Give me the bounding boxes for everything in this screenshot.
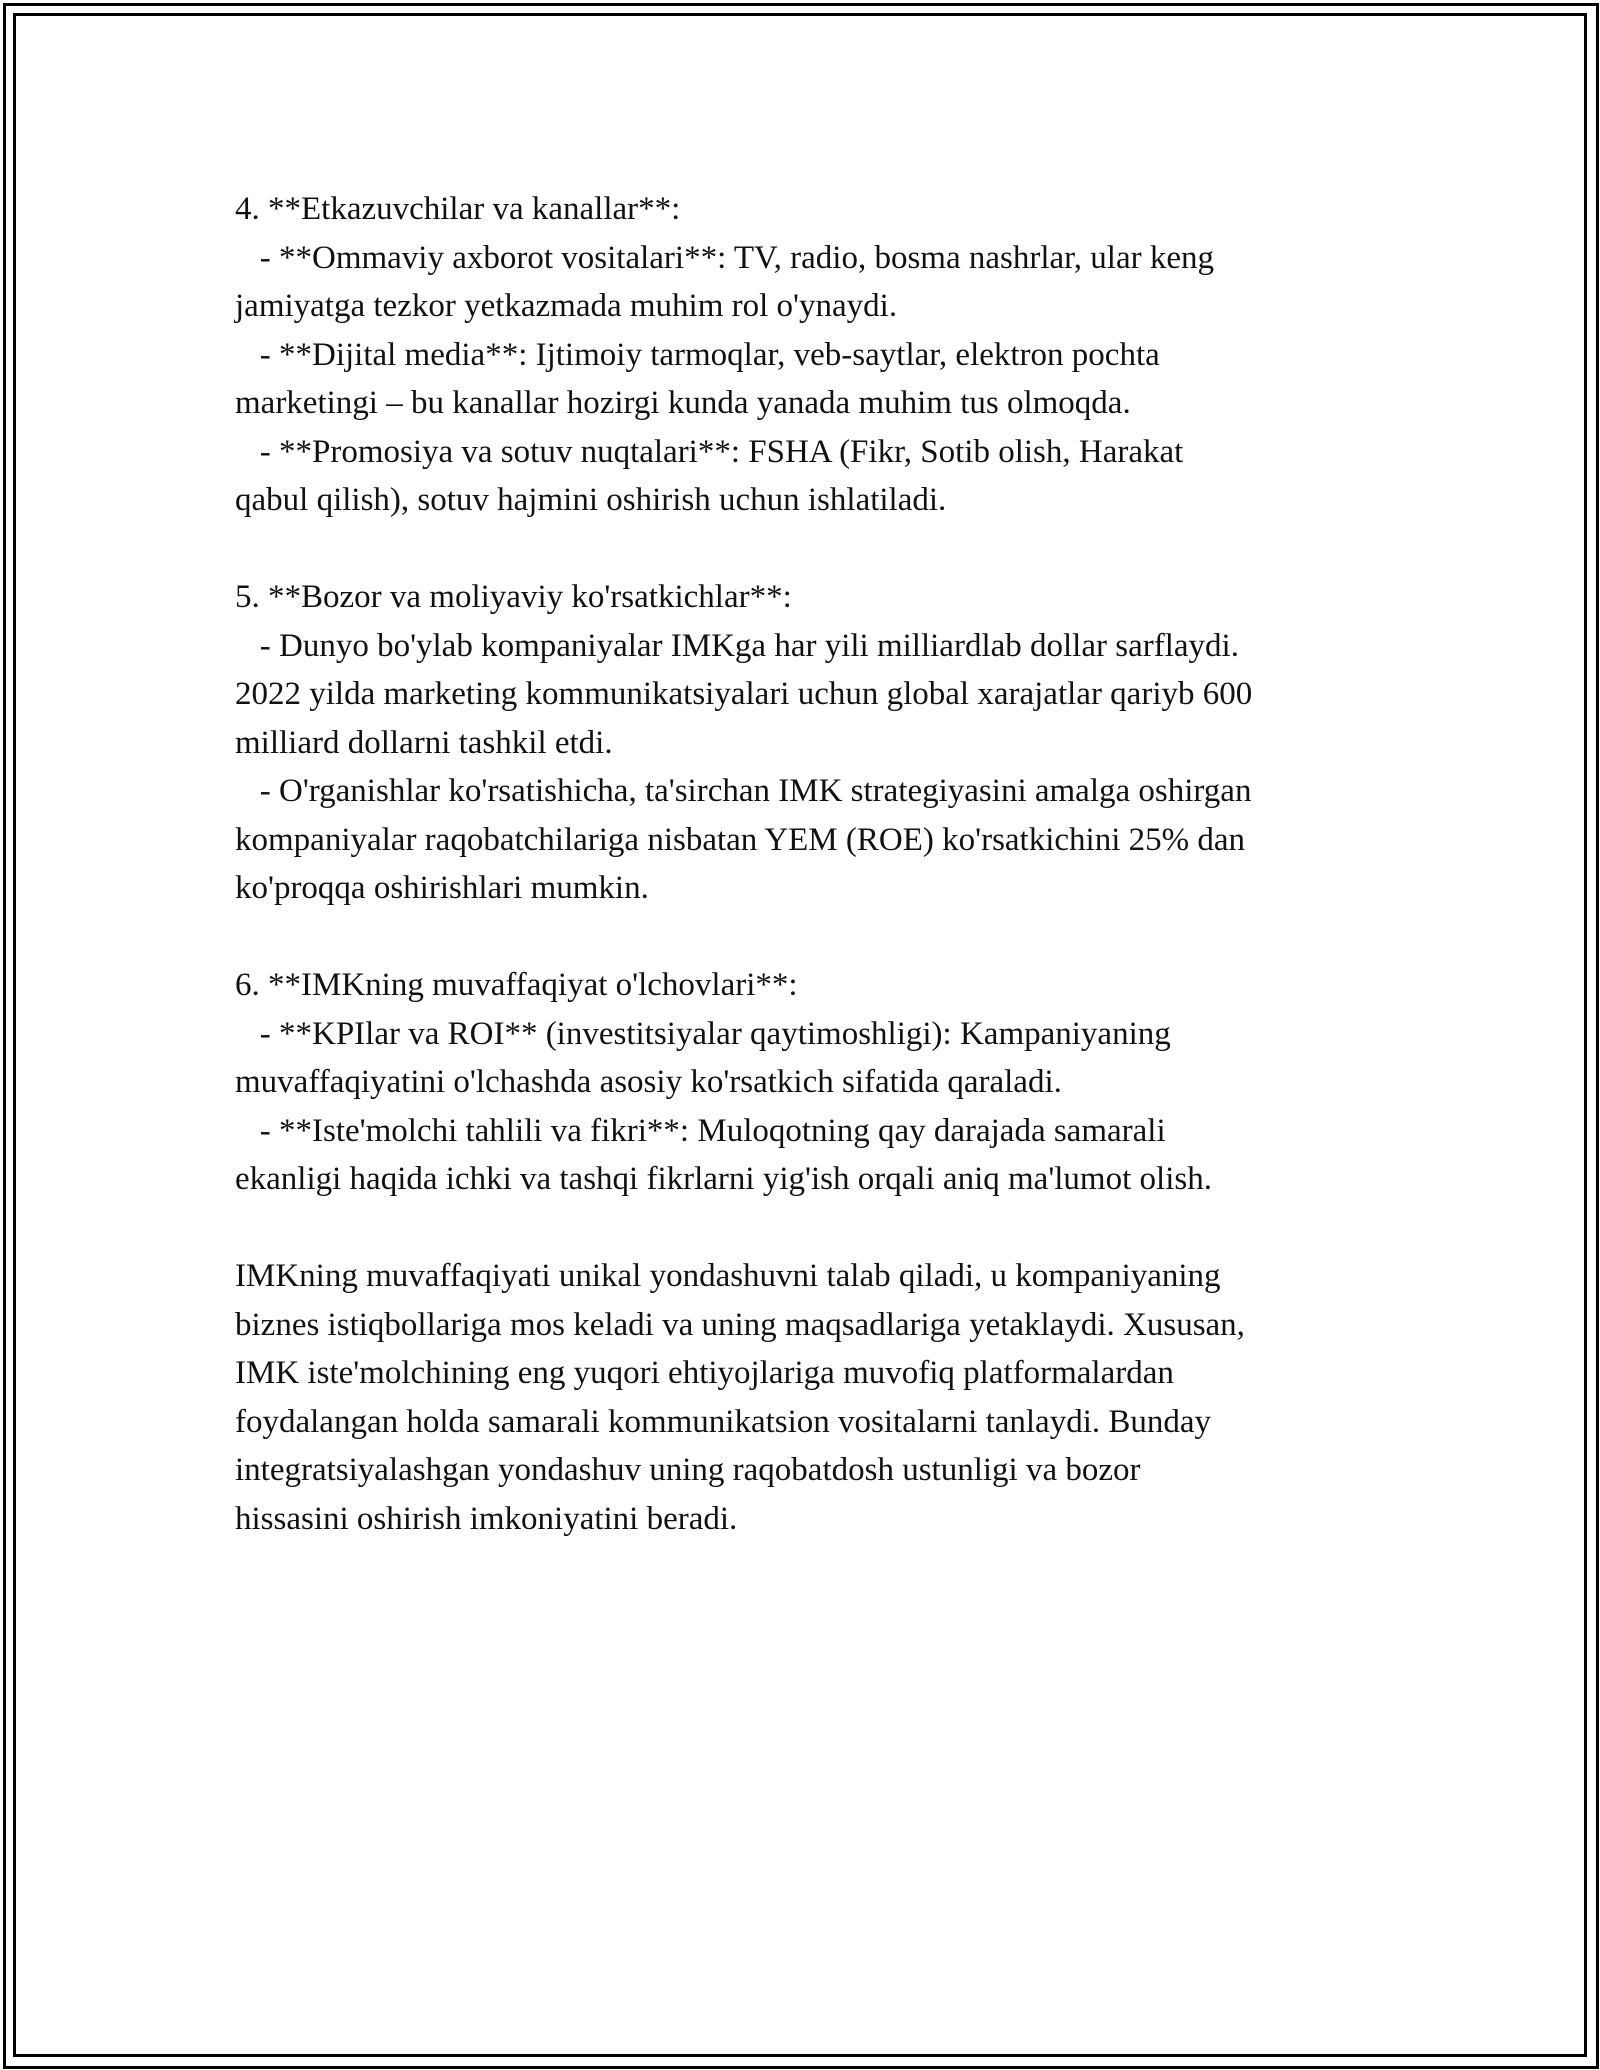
paragraph-spacer xyxy=(235,1204,1385,1253)
list-item-line: kompaniyalar raqobatchilariga nisbatan YEM (ROE) ko'rsatkichini 25% dan xyxy=(235,821,1246,858)
conclusion-paragraph xyxy=(235,1252,1385,1543)
list-item-line: - **Iste'molchi tahlili va fikri**: Muloqotning qay darajada samarali xyxy=(235,1112,1166,1149)
section-heading: 5. **Bozor va moliyaviy ko'rsatkichlar**: xyxy=(235,579,792,615)
list-item-line: - **Dijital media**: Ijtimoiy tarmoqlar, veb-saytlar, elektron pochta xyxy=(235,336,1160,373)
paragraph-line: IMK iste'molchining eng yuqori ehtiyojlariga muvofiq platformalardan xyxy=(235,1355,1174,1391)
section-5 xyxy=(235,573,1385,913)
list-item-line: - **KPIlar va ROI** (investitsiyalar qaytimoshligi): Kampaniyaning xyxy=(235,1015,1171,1052)
list-item-line: milliard dollarni tashkil etdi. xyxy=(235,724,613,761)
section-4 xyxy=(235,185,1385,525)
list-item-line: muvaffaqiyatini o'lchashda asosiy ko'rsatkich sifatida qaraladi. xyxy=(235,1064,1062,1100)
list-item-line: qabul qilish), sotuv hajmini oshirish uchun ishlatiladi. xyxy=(235,482,947,518)
list-item-line: ko'proqqa oshirishlari mumkin. xyxy=(235,870,649,906)
paragraph-line: foydalangan holda samarali kommunikatsion vositalarni tanlaydi. Bunday xyxy=(235,1403,1212,1440)
paragraph-spacer xyxy=(235,525,1385,574)
list-item-line: - **Ommaviy axborot vositalari**: TV, radio, bosma nashrlar, ular keng xyxy=(235,239,1215,276)
list-item-line: marketingi – bu kanallar hozirgi kunda yanada muhim tus olmoqda. xyxy=(235,385,1131,421)
section-heading: 4. **Etkazuvchilar va kanallar**: xyxy=(235,191,681,227)
section-6 xyxy=(235,961,1385,1204)
list-item-line: ekanligi haqida ichki va tashqi fikrlarni yig'ish orqali aniq ma'lumot olish. xyxy=(235,1161,1212,1197)
list-item-line: 2022 yilda marketing kommunikatsiyalari uchun global xarajatlar qariyb 600 xyxy=(235,676,1253,712)
list-item-line: - O'rganishlar ko'rsatishicha, ta'sirchan IMK strategiyasini amalga oshirgan xyxy=(235,773,1252,809)
paragraph-line: biznes istiqbollariga mos keladi va uning maqsadlariga yetaklaydi. Xususan, xyxy=(235,1306,1245,1343)
document-body xyxy=(235,185,1385,1543)
list-item-line: jamiyatga tezkor yetkazmada muhim rol o'ynaydi. xyxy=(235,288,898,324)
paragraph-line: IMKning muvaffaqiyati unikal yondashuvni talab qiladi, u kompaniyaning xyxy=(235,1258,1221,1294)
list-item-line: - **Promosiya va sotuv nuqtalari**: FSHA (Fikr, Sotib olish, Harakat xyxy=(235,433,1184,470)
paragraph-line: integratsiyalashgan yondashuv uning raqobatdosh ustunligi va bozor xyxy=(235,1452,1141,1488)
list-item-line: - Dunyo bo'ylab kompaniyalar IMKga har yili milliardlab dollar sarflaydi. xyxy=(235,627,1239,664)
section-heading: 6. **IMKning muvaffaqiyat o'lchovlari**: xyxy=(235,967,798,1003)
paragraph-spacer xyxy=(235,913,1385,962)
paragraph-line: hissasini oshirish imkoniyatini beradi. xyxy=(235,1500,738,1537)
